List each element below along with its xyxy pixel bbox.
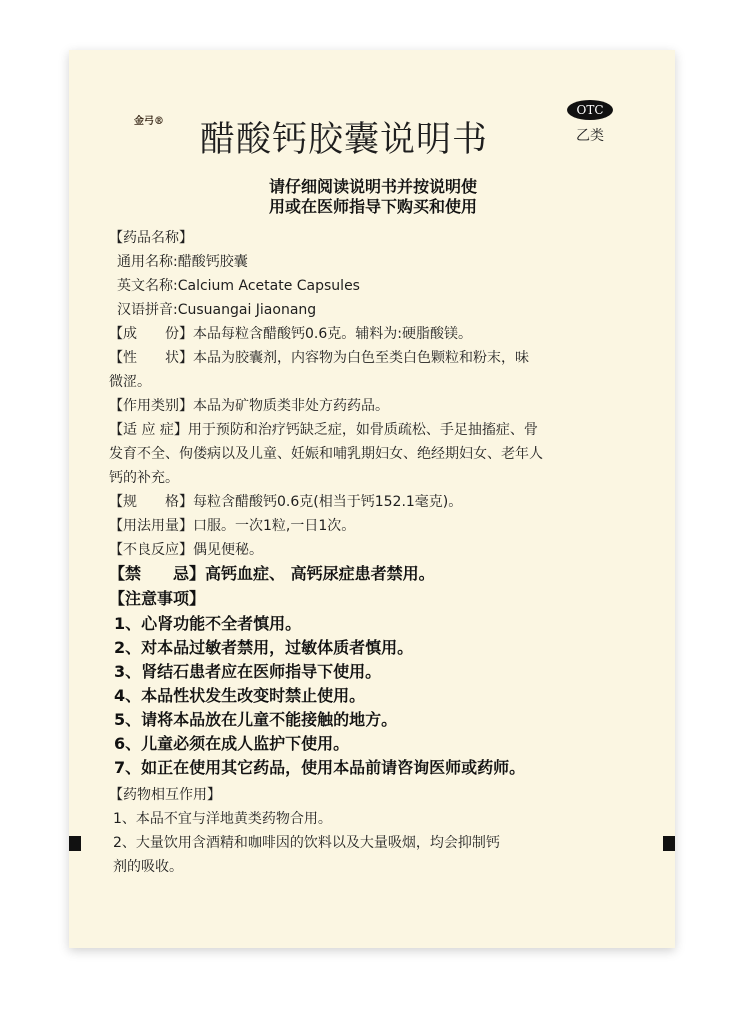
- composition-label: 【成 份】: [109, 326, 193, 342]
- fold-mark-left: [69, 836, 81, 851]
- precaution-item: 4、本品性状发生改变时禁止使用。: [114, 686, 366, 705]
- precaution-item: 5、请将本品放在儿童不能接触的地方。: [114, 710, 398, 729]
- spec-row: [109, 493, 462, 511]
- precaution-item: 3、肾结石患者应在医师指导下使用。: [114, 662, 382, 681]
- otc-badge: OTC: [567, 100, 613, 120]
- notice-line-1: 请仔细阅读说明书并按说明使: [268, 177, 477, 196]
- notice-line-2: 用或在医师指导下购买和使用: [268, 197, 477, 216]
- contraindication-text: 高钙血症、 高钙尿症患者禁用。: [205, 564, 435, 583]
- category-label: 【作用类别】: [109, 398, 193, 414]
- drug-name-header: 【药品名称】: [109, 230, 193, 246]
- english-name: 英文名称:Calcium Acetate Capsules: [117, 278, 360, 294]
- precaution-item: 2、对本品过敏者禁用，过敏体质者慎用。: [114, 638, 414, 657]
- composition-text: 本品每粒含醋酸钙0.6克。辅料为:硬脂酸镁。: [193, 326, 472, 342]
- category-row: [109, 397, 389, 415]
- otc-class-label: 乙类: [576, 128, 604, 144]
- description-text-cont: 微涩。: [109, 374, 151, 390]
- precautions-header: 【注意事项】: [109, 589, 206, 608]
- indication-text-cont-1: 发育不全、佝偻病以及儿童、妊娠和哺乳期妇女、绝经期妇女、老年人: [109, 446, 543, 462]
- indication-row: [109, 421, 538, 439]
- description-row: [109, 349, 529, 367]
- indication-text-cont-2: 钙的补充。: [109, 470, 179, 486]
- interaction-header: 【药物相互作用】: [109, 787, 221, 803]
- fold-mark-right: [663, 836, 675, 851]
- precaution-item: 7、如正在使用其它药品，使用本品前请咨询医师或药师。: [114, 758, 526, 777]
- dosage-row: [109, 517, 355, 535]
- composition-row: [109, 325, 472, 343]
- category-text: 本品为矿物质类非处方药药品。: [193, 398, 389, 414]
- contraindication-row: [109, 565, 435, 583]
- adverse-label: 【不良反应】: [109, 542, 193, 558]
- interaction-item: 剂的吸收。: [113, 859, 183, 875]
- precaution-item: 6、儿童必须在成人监护下使用。: [114, 734, 350, 753]
- common-name: 通用名称:醋酸钙胶囊: [117, 254, 248, 270]
- indication-text: 用于预防和治疗钙缺乏症，如骨质疏松、手足抽搐症、骨: [187, 422, 538, 438]
- description-label: 【性 状】: [109, 350, 193, 366]
- adverse-text: 偶见便秘。: [193, 542, 263, 558]
- indication-label: 【适 应 症】: [109, 422, 188, 438]
- dosage-text: 口服。一次1粒,一日1次。: [193, 518, 356, 534]
- interaction-item: 1、本品不宜与洋地黄类药物合用。: [113, 811, 332, 827]
- brand-logo: 金弓®: [134, 116, 164, 127]
- description-text: 本品为胶囊剂，内容物为白色至类白色颗粒和粉末，味: [193, 350, 529, 366]
- page-title: 醋酸钙胶囊说明书: [200, 120, 489, 160]
- dosage-label: 【用法用量】: [109, 518, 193, 534]
- contraindication-label: 【禁 忌】: [109, 564, 206, 583]
- interaction-item: 2、大量饮用含酒精和咖啡因的饮料以及大量吸烟，均会抑制钙: [113, 835, 500, 851]
- adverse-row: [109, 541, 263, 559]
- pinyin-name: 汉语拼音:Cusuangai Jiaonang: [117, 302, 317, 318]
- spec-label: 【规 格】: [109, 494, 193, 510]
- spec-text: 每粒含醋酸钙0.6克(相当于钙152.1毫克)。: [193, 494, 463, 510]
- precaution-item: 1、心肾功能不全者慎用。: [114, 614, 302, 633]
